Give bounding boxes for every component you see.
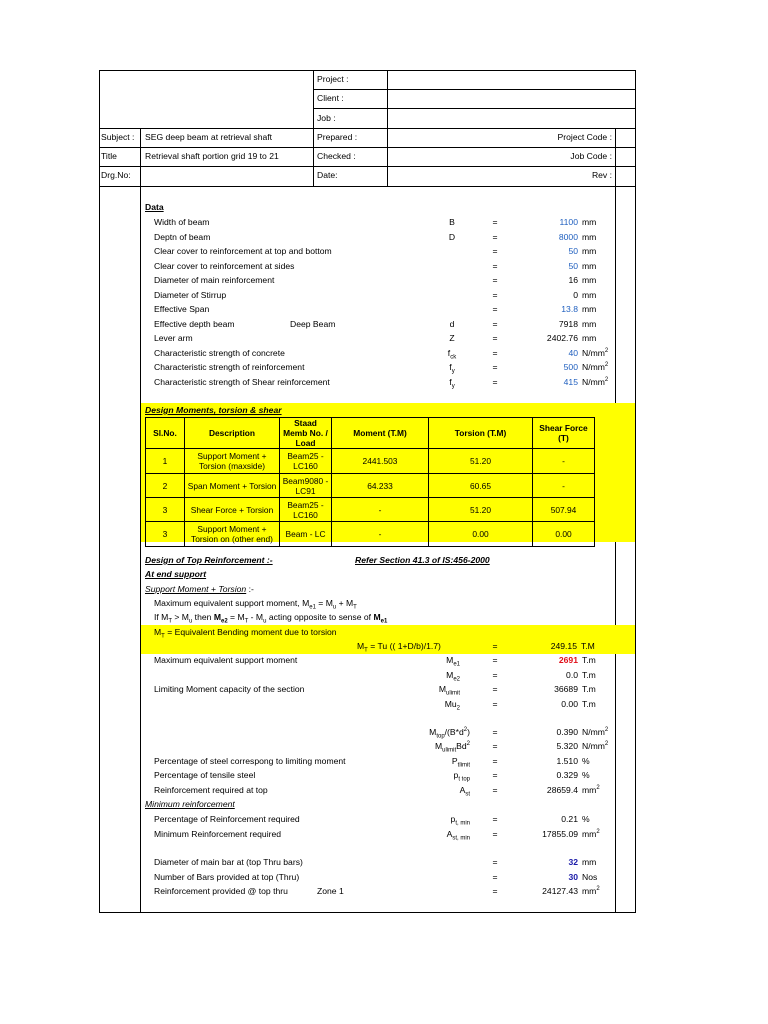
min-row-label: Minimum Reinforcement required <box>154 828 282 839</box>
drg-label: Drg.No: <box>101 170 131 180</box>
data-row-value: 0 <box>573 289 578 300</box>
max-equiv-text: Maximum equivalent support moment, M <box>154 598 310 608</box>
mt-definition: = Equivalent Bending moment due to torsion <box>164 627 337 637</box>
cell: 3 <box>146 522 185 547</box>
steel-row-value: 0.329 <box>556 770 578 780</box>
provided-row-equals: = <box>492 871 498 882</box>
moment-row-symbol: $M_{e1}$ <box>446 655 460 668</box>
data-row-unit: mm <box>582 318 597 329</box>
data-row-unit: mm <box>582 289 597 300</box>
date-label: Date: <box>317 170 338 180</box>
moment-row-unit: T.m <box>582 655 596 665</box>
data-row-unit: $N/mm^2$ <box>582 376 609 387</box>
data-row-value: 7918 <box>558 318 578 329</box>
data-row-value: 50 <box>568 260 578 271</box>
moment-row-value: 0.0 <box>566 669 578 680</box>
data-row-symbol: d <box>449 318 455 329</box>
header-rule-1 <box>313 89 635 90</box>
steel-row-unit: % <box>582 756 590 766</box>
steel-row-equals: = <box>492 756 498 766</box>
steel-row-equals: = <box>492 727 498 737</box>
cell: 60.65 <box>429 474 533 498</box>
data-row-label: Lever arm <box>154 333 193 343</box>
data-row-note: Deep Beam <box>290 318 336 329</box>
cell: 64.233 <box>332 474 429 498</box>
steel-row-symbol: $P_{tlimit}$ <box>451 756 470 769</box>
data-row-unit: mm <box>582 304 597 314</box>
data-row-label: Deptn of beam <box>154 231 211 242</box>
cell: Beam - LC <box>280 522 332 547</box>
min-row-unit: % <box>582 814 590 824</box>
col-slno: Sl.No. <box>146 418 185 449</box>
data-row-unit: mm <box>582 246 597 256</box>
data-row-equals: = <box>492 275 498 285</box>
min-row-equals: = <box>492 814 498 824</box>
col-staad-member: Staad Memb No. / Load <box>280 418 332 449</box>
cell: - <box>533 449 595 474</box>
provided-row-label: Number of Bars provided at top (Thru) <box>154 871 300 882</box>
moment-row-value: 2691 <box>558 655 578 665</box>
data-row-value: 2402.76 <box>546 333 578 343</box>
provided-row-value: 30 <box>568 871 578 882</box>
cell: 51.20 <box>429 498 533 522</box>
steel-row-equals: = <box>492 785 498 795</box>
col-moment: Moment (T.M) <box>332 418 429 449</box>
moment-row-value: 0.00 <box>561 698 578 709</box>
min-row-symbol: $A_{st, min}$ <box>446 828 470 842</box>
moment-row-equals: = <box>492 655 498 665</box>
data-row-label: Effective Span <box>154 304 210 314</box>
table-row <box>146 449 595 474</box>
data-row-equals: = <box>492 376 498 387</box>
steel-row-symbol: $M_{top}/(B*d^2)$ <box>429 727 470 740</box>
moment-row-value: 36689 <box>554 684 578 694</box>
min-row-unit: $mm^2$ <box>582 828 600 839</box>
provided-row-zone: Zone 1 <box>317 886 344 896</box>
moment-row-unit: T.m <box>582 669 596 680</box>
table-row <box>146 474 595 498</box>
mt-unit: T.M <box>581 641 595 651</box>
moment-row-equals: = <box>492 684 498 694</box>
job-label: Job : <box>317 113 336 123</box>
cell: - <box>332 498 429 522</box>
project-code-label: Project Code : <box>557 132 612 142</box>
steel-row-unit: $mm^2$ <box>582 785 600 795</box>
data-row-label: Diameter of Stirrup <box>154 289 227 300</box>
col-shear-force: Shear Force (T) <box>533 418 595 449</box>
data-row-symbol: Z <box>449 333 455 343</box>
steel-row-value: 1.510 <box>556 756 578 766</box>
steel-row-label: Percentage of tensile steel <box>154 770 256 780</box>
data-row-symbol: B <box>449 217 455 227</box>
data-row-unit: mm <box>582 231 597 242</box>
data-heading: Data <box>145 202 164 212</box>
max-equiv-plus: + M <box>336 598 354 608</box>
cell: 1 <box>146 449 185 474</box>
moment-row-equals: = <box>492 669 498 680</box>
provided-row-value: 32 <box>568 857 578 867</box>
cell: Support Moment + Torsion (maxside) <box>185 449 280 474</box>
data-row-unit: $N/mm^2$ <box>582 347 609 358</box>
data-row-symbol: D <box>448 231 456 242</box>
cell: Span Moment + Torsion <box>185 474 280 498</box>
data-row-value: 8000 <box>558 231 578 242</box>
data-row-symbol: $f_y$ <box>449 362 455 375</box>
data-row-equals: = <box>492 289 498 300</box>
min-row-label: Percentage of Reinforcement required <box>154 814 300 824</box>
moments-heading: Design Moments, torsion & shear <box>145 405 282 415</box>
refer-section: Refer Section 41.3 of IS:456-2000 <box>355 555 490 565</box>
then-text: then <box>192 612 214 622</box>
moment-row-symbol: $M_{e2}$ <box>446 669 460 683</box>
data-row-equals: = <box>492 318 498 329</box>
data-row-value: 13.8 <box>561 304 578 314</box>
mt-formula: = Tu (( 1+D/b)/1.7) <box>367 641 441 651</box>
prepared-label: Prepared : <box>317 132 358 142</box>
provided-row-unit: $mm^2$ <box>582 886 600 896</box>
cell: Support Moment + Torsion on (other end) <box>185 522 280 547</box>
table-row <box>146 498 595 522</box>
provided-row-label: Reinforcement provided @ top thru <box>154 886 288 896</box>
data-row-unit: mm <box>582 260 597 271</box>
cell: 507.94 <box>533 498 595 522</box>
steel-row-value: 5.320 <box>556 741 578 751</box>
support-moment-torsion: Support Moment + Torsion <box>145 584 247 594</box>
provided-row-label: Diameter of main bar at (top Thru bars) <box>154 857 303 867</box>
data-row-unit: mm <box>582 217 597 227</box>
cell: 0.00 <box>533 522 595 547</box>
steel-row-symbol: $p_{t top}$ <box>453 770 470 783</box>
data-row-value: 1100 <box>559 217 578 227</box>
if-text: If M <box>154 612 169 622</box>
steel-row-symbol: $A_{st}$ <box>459 785 470 798</box>
client-label: Client : <box>317 93 344 103</box>
cell: 0.00 <box>429 522 533 547</box>
header-rule-6 <box>99 186 636 187</box>
moment-row-symbol: $M_{ulimit}$ <box>438 684 460 697</box>
data-row-unit: mm <box>582 333 597 343</box>
steel-row-equals: = <box>492 770 498 780</box>
data-row-label: Clear cover to reinforcement at top and bottom <box>154 246 332 256</box>
data-row-value: 40 <box>568 347 578 358</box>
data-row-equals: = <box>492 246 498 256</box>
steel-row-equals: = <box>492 741 498 751</box>
steel-row-unit: $N/mm^2$ <box>582 727 609 737</box>
moment-row-unit: T.m <box>582 698 596 709</box>
support-moment-torsion-suffix: :- <box>246 584 254 594</box>
cell: Shear Force + Torsion <box>185 498 280 522</box>
moment-row-symbol: $Mu_2$ <box>444 698 460 712</box>
data-row-label: Characteristic strength of concrete <box>154 347 285 358</box>
data-row-equals: = <box>492 260 498 271</box>
cell: 2441.503 <box>332 449 429 474</box>
steel-row-symbol: $M_{ulimit}Bd^2$ <box>434 741 470 754</box>
title-value: Retrieval shaft portion grid 19 to 21 <box>145 151 279 161</box>
cell: 2 <box>146 474 185 498</box>
data-row-label: Characteristic strength of Shear reinforcement <box>154 376 330 387</box>
cell: - <box>533 474 595 498</box>
min-row-equals: = <box>492 828 498 839</box>
min-row-value: 17855.09 <box>542 828 578 839</box>
rev-label: Rev : <box>591 170 612 180</box>
data-row-unit: mm <box>582 275 597 285</box>
provided-row-unit: mm <box>582 857 597 867</box>
header-rule-4 <box>99 147 636 148</box>
data-row-label: Clear cover to reinforcement at sides <box>154 260 295 271</box>
title-label: Title <box>101 151 117 161</box>
steel-row-value: 0.390 <box>556 727 578 737</box>
data-row-symbol: $f_{ck}$ <box>447 347 457 361</box>
data-row-equals: = <box>492 333 498 343</box>
min-row-value: 0.21 <box>561 814 578 824</box>
steel-row-value: 28659.4 <box>546 785 578 795</box>
data-row-label: Characteristic strength of reinforcement <box>154 362 305 372</box>
steel-row-label: Reinforcement required at top <box>154 785 268 795</box>
data-row-equals: = <box>492 362 498 372</box>
provided-row-equals: = <box>492 857 498 867</box>
mt-value: 249.15 <box>550 641 577 651</box>
data-row-unit: $N/mm^2$ <box>582 362 609 372</box>
mt-definition-line: $M_T$ = Equivalent Bending moment due to torsion <box>154 627 337 640</box>
support-moment-torsion-line <box>145 584 254 595</box>
project-label: Project : <box>317 74 349 84</box>
provided-row-unit: Nos <box>582 871 598 882</box>
moment-row-unit: T.m <box>582 684 596 694</box>
moment-row-label: Maximum equivalent support moment <box>154 655 298 665</box>
col-description: Description <box>185 418 280 449</box>
data-row-symbol: $f_y$ <box>449 376 455 390</box>
col-torsion: Torsion (T.M) <box>429 418 533 449</box>
data-row-value: 415 <box>563 376 578 387</box>
data-row-label: Width of beam <box>154 217 210 227</box>
provided-row-value: 24127.43 <box>542 886 578 896</box>
moment-row-label: Limiting Moment capacity of the section <box>154 684 305 694</box>
cell: Beam25 - LC160 <box>280 498 332 522</box>
checked-label: Checked : <box>317 151 356 161</box>
subject-label: Subject : <box>101 132 135 142</box>
steel-row-label: Percentage of steel correspong to limiting moment <box>154 756 346 766</box>
design-heading: Design of Top Reinforcement :- <box>145 555 273 565</box>
steel-row-unit: % <box>582 770 590 780</box>
job-code-label: Job Code : <box>570 151 612 161</box>
cell: Beam25 - LC160 <box>280 449 332 474</box>
header-rule-2 <box>313 108 635 109</box>
table-row <box>146 522 595 547</box>
cell: 3 <box>146 498 185 522</box>
data-row-equals: = <box>492 304 498 314</box>
min-row-symbol: $p_{t, min}$ <box>450 814 470 827</box>
data-row-value: 16 <box>568 275 578 285</box>
end-support-heading: At end support <box>145 569 207 579</box>
data-row-value: 500 <box>563 362 578 372</box>
if-mid: > M <box>172 612 189 622</box>
max-equiv-formula: = M <box>315 598 333 608</box>
mt-equals: = <box>492 641 498 651</box>
steel-row-unit: $N/mm^2$ <box>582 741 609 751</box>
mt-formula-line: $M_T = Tu$ (( 1+D/b)/1.7) <box>357 641 441 654</box>
acting-text: acting opposite to sense of <box>266 612 374 622</box>
data-row-label: Diameter of main reinforcement <box>154 275 275 285</box>
header-rule-5 <box>99 166 636 167</box>
data-row-equals: = <box>492 347 498 358</box>
cell: - <box>332 522 429 547</box>
provided-row-equals: = <box>492 886 498 896</box>
moments-header-row <box>146 418 595 449</box>
data-row-value: 50 <box>568 246 578 256</box>
moment-row-equals: = <box>492 698 498 709</box>
min-reinforcement-heading: Minimum reinforcement <box>145 799 235 809</box>
header-rule-3 <box>99 128 636 129</box>
cell: Beam9080 - LC91 <box>280 474 332 498</box>
data-row-label: Effective depth beam <box>154 318 235 329</box>
cell: 51.20 <box>429 449 533 474</box>
if-condition-line: If $M_T > M_u$ then $M_{e2} = M_T - M_u$ acting opposite to sense of $M_{e1}$ <box>154 612 388 625</box>
subject-value: SEG deep beam at retrieval shaft <box>145 132 273 142</box>
max-equiv-line: Maximum equivalent support moment, $M_{e1} = M_u + M_T$ <box>154 598 357 611</box>
data-row-equals: = <box>492 231 498 242</box>
data-row-equals: = <box>492 217 498 227</box>
moments-table <box>145 417 595 547</box>
